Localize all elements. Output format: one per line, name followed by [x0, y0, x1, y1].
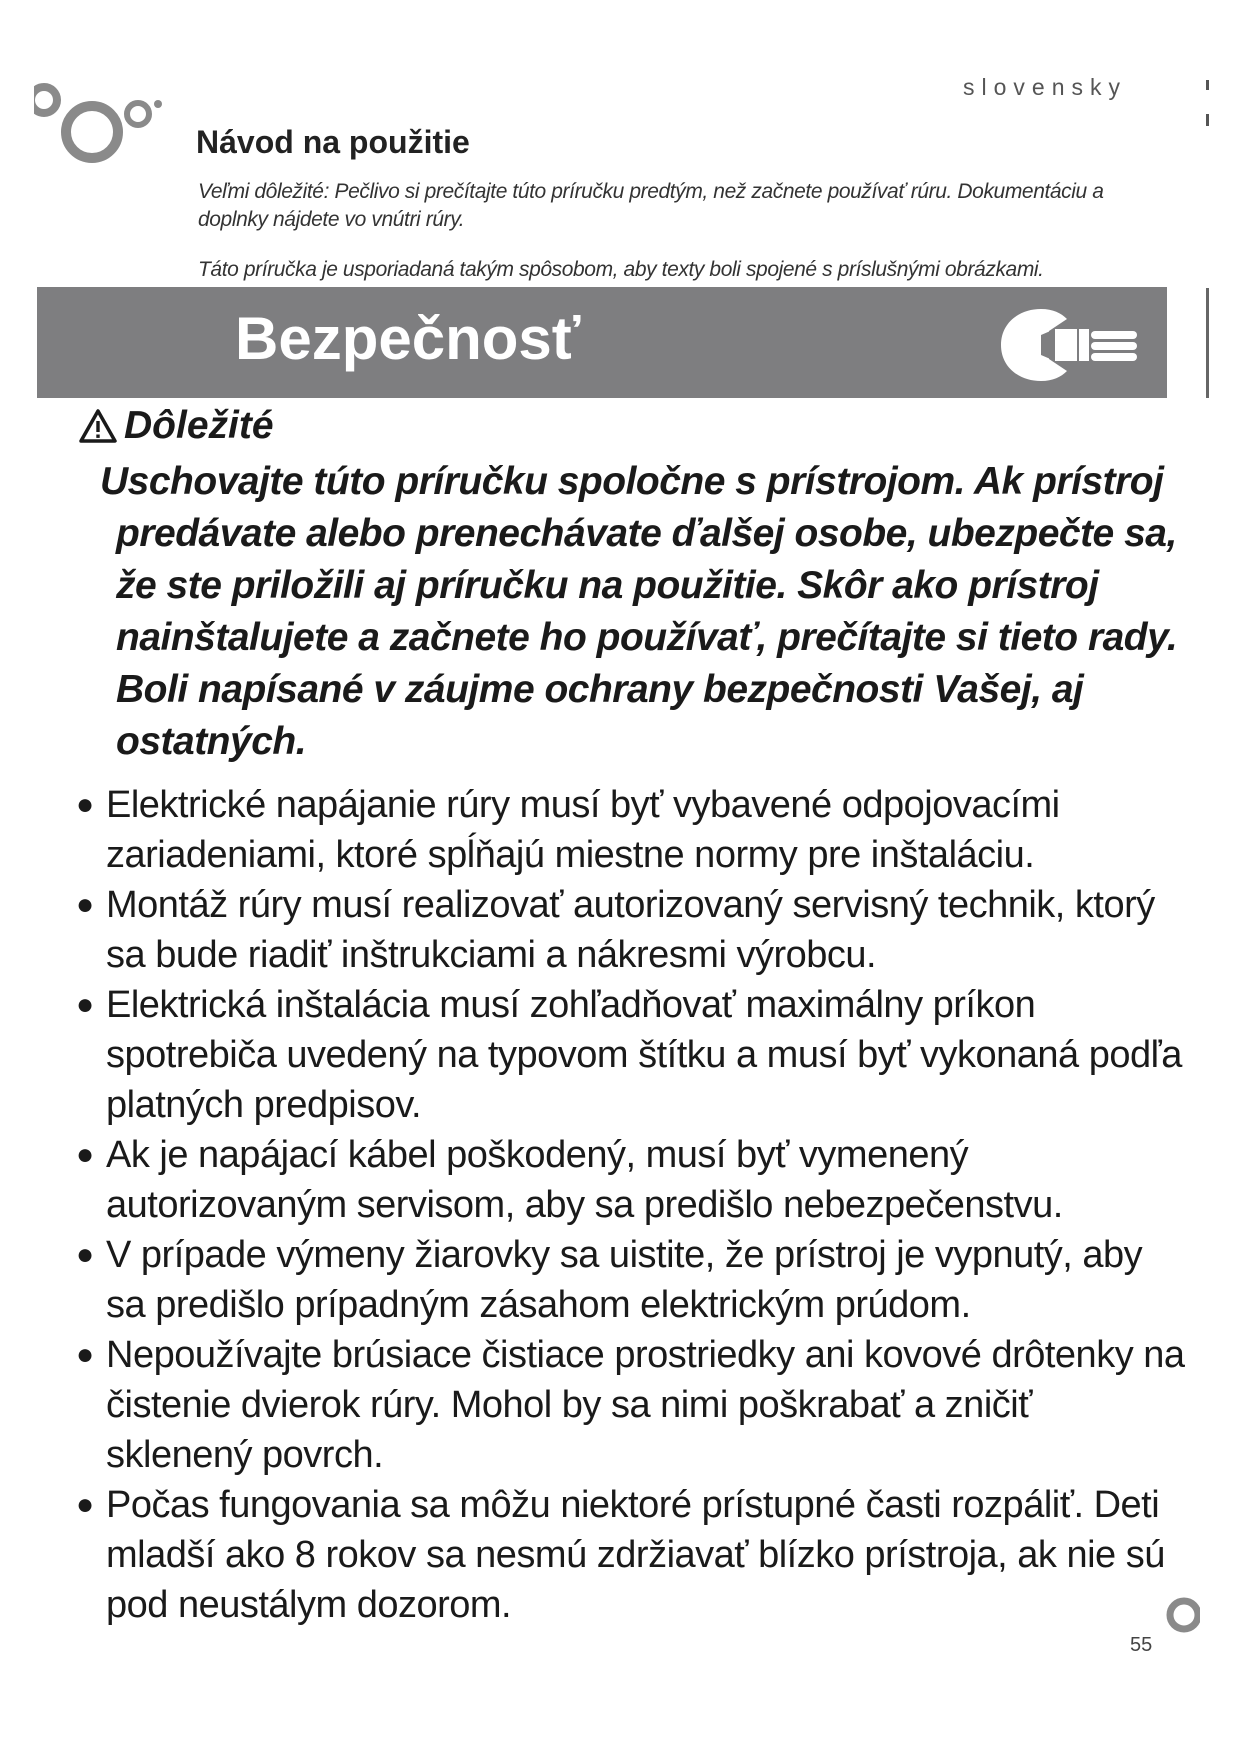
list-item: ● Počas fungovania sa môžu niektoré prístupné časti rozpáliť. Deti mladší ako 8 rokov sa nesmú zdržiavať blízko prístroja, ak nie sú pod neustálym dozorom. [76, 1484, 1165, 1626]
arrangement-text: Táto príručka je usporiadaná takým spôsobom, aby texty boli spojené s príslušnými obrázkami. [198, 258, 1044, 281]
wrench-icon [995, 305, 1165, 385]
list-item: ● V prípade výmeny žiarovky sa uistite, že prístroj je vypnutý, aby sa predišlo prípadným zásahom elektrickým prúdom. [76, 1234, 1143, 1326]
page-number: 55 [1130, 1634, 1153, 1656]
list-item: ● Nepoužívajte brúsiace čistiace prostriedky ani kovové drôtenky na čistenie dvierok rúry. Mohol by sa nimi poškrabať a zničiť sklenený povrch. [76, 1334, 1185, 1476]
safety-list [76, 780, 1186, 1630]
language-label: slovensky [963, 74, 1127, 100]
edge-mark-lower [1206, 114, 1209, 126]
list-item: ● Elektrické napájanie rúry musí byť vybavené odpojovacími zariadeniami, ktoré spĺňajú miestne normy pre inštaláciu. [76, 784, 1060, 876]
intro-text: Veľmi dôležité: Pečlivo si prečítajte túto príručku predtým, než začnete používať rúru. Dokumentáciu a doplnky nájdete vo vnútri rúry. [198, 180, 1104, 231]
list-item: ● Elektrická inštalácia musí zohľadňovať maximálny príkon spotrebiča uvedený na typovom štítku a musí byť vykonaná podľa platných predpisov. [76, 984, 1182, 1126]
page-ring-icon [1162, 1592, 1200, 1638]
warning-icon [78, 408, 118, 444]
page-title: Návod na použitie [196, 124, 470, 160]
important-text: Uschovajte túto príručku spoločne s prístrojom. Ak prístroj predávate alebo prenechávate ďalšej osobe, ubezpečte sa, že ste priložili aj príručku na použitie. Skôr ako prístroj nainštalujete a začnete ho používať, prečítajte si tieto rady. Boli napísané v záujme ochrany bezpečnosti Vašej, aj ostatných. [100, 460, 1178, 763]
banner-edge-rule [1206, 288, 1209, 398]
important-heading [78, 404, 274, 448]
important-label: Dôležité [124, 404, 274, 447]
edge-mark-top [1206, 80, 1209, 90]
section-title: Bezpečnosť [235, 305, 581, 372]
brand-logo-icon [34, 78, 164, 178]
section-banner [37, 287, 1167, 398]
list-item: ● Montáž rúry musí realizovať autorizovaný servisný technik, ktorý sa bude riadiť inštrukciami a nákresmi výrobcu. [76, 884, 1155, 976]
list-item: ● Ak je napájací kábel poškodený, musí byť vymenený autorizovaným servisom, aby sa predišlo nebezpečenstvu. [76, 1134, 1063, 1226]
